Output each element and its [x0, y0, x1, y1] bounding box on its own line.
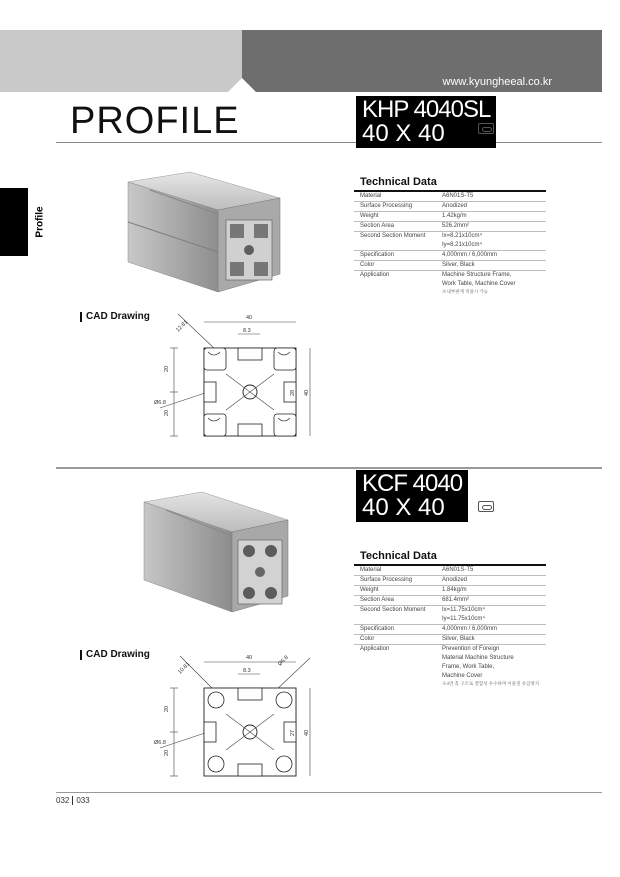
- tech-row: Iy=8.21x10cm⁴: [354, 241, 546, 251]
- product-1-dim-half-top: 20: [164, 365, 170, 372]
- tech-note-row: [354, 681, 546, 687]
- product-2-dim-corner-hole: Ø6.8: [277, 654, 290, 668]
- banner-left-panel: [0, 30, 242, 92]
- product-2-tech-table: [354, 564, 546, 687]
- tech-note-row: [354, 289, 546, 295]
- side-tab: [0, 188, 28, 256]
- product-2-cad-drawing: [150, 652, 320, 782]
- product-1-dim-half-bottom: 20: [164, 409, 170, 416]
- product-1-dim-width: 40: [246, 315, 253, 321]
- product-1-model-size: 40 X 40: [362, 120, 445, 147]
- tech-row: Weight 1.42kg/m: [354, 212, 546, 222]
- tech-row: Specification 4,000mm / 6,000mm: [354, 251, 546, 261]
- product-2-dim-slot: 8.3: [243, 668, 251, 674]
- tech-row: Work Table, Machine Cover: [442, 281, 516, 287]
- product-2-dim-diagonal: 10.81: [177, 661, 192, 676]
- tech-row: Iy=11.75x10cm⁴: [354, 615, 546, 625]
- product-2-anodize-icon: [478, 501, 494, 512]
- tech-row: Material A6N01S-T5: [354, 192, 546, 202]
- product-2-dim-inner-height: 27: [290, 729, 296, 736]
- tech-row: Material A6N01S-T5: [354, 566, 546, 576]
- side-tab-label: Profile: [34, 206, 46, 238]
- product-2-dim-half-top: 20: [164, 705, 170, 712]
- tech-row: Application Prevention of Foreign: [360, 646, 500, 652]
- page-number-left: 032: [56, 796, 70, 805]
- page-numbers: [56, 796, 90, 805]
- product-1-model-box: [356, 96, 496, 148]
- footer-divider: [56, 792, 602, 793]
- tech-row: Material Machine Structure: [442, 655, 514, 661]
- banner-notch: [228, 78, 256, 92]
- title-divider: [56, 142, 602, 143]
- tech-row: Second Section Moment Ix=11.75x10cm⁴: [360, 607, 485, 613]
- product-1-profile-render: [120, 170, 295, 295]
- website-url[interactable]: www.kyungheeal.co.kr: [442, 76, 552, 88]
- tech-row: Color Silver, Black: [354, 261, 546, 271]
- product-2-model-code: KCF 4040: [362, 470, 463, 497]
- product-1-dim-diagonal: 12.81: [175, 319, 190, 334]
- product-1-cad-drawing: [150, 312, 320, 442]
- tech-row: Frame, Work Table,: [442, 664, 495, 670]
- product-1-tech-note: ※내부판재 적용시 가능: [442, 289, 489, 294]
- tech-row: Machine Cover: [442, 673, 483, 679]
- product-2-dim-total-height: 40: [304, 729, 310, 736]
- product-2-model-box: [356, 470, 468, 522]
- product-1-dim-slot: 8.3: [243, 328, 251, 334]
- tech-row: Specification 4,000mm / 6,000mm: [354, 625, 546, 635]
- product-2-model-size: 40 X 40: [362, 494, 445, 521]
- product-1-tech-table: [354, 190, 546, 295]
- product-2-profile-render: [138, 490, 308, 615]
- product-1-anodize-icon: [478, 123, 494, 134]
- section-divider: [56, 467, 602, 469]
- product-2-dim-half-bottom: 20: [164, 749, 170, 756]
- product-2-tech-note: ※4면 홀 구조로 결합성 우수하며 이물질 유입방지: [442, 681, 540, 686]
- page-number-right: 033: [76, 796, 90, 805]
- product-1-tech-title: Technical Data: [360, 176, 437, 188]
- header-banner: [0, 30, 602, 92]
- product-2-cad-label: CAD Drawing: [80, 650, 150, 660]
- tech-row: Surface Processing Anodized: [354, 202, 546, 212]
- tech-row: Section Area 526.2mm²: [354, 222, 546, 232]
- tech-row: Second Section Moment Ix=8.21x10cm⁴: [360, 233, 483, 239]
- product-1-model-code: KHP 4040SL: [362, 96, 491, 123]
- tech-row: Application Machine Structure Frame,: [360, 272, 512, 278]
- product-2-dim-hole: Ø6.8: [154, 740, 166, 746]
- tech-row: Surface Processing Anodized: [354, 576, 546, 586]
- tech-row: Weight 1.84kg/m: [354, 586, 546, 596]
- product-1-cad-label: CAD Drawing: [80, 312, 150, 322]
- product-1-dim-inner-height: 28: [290, 389, 296, 396]
- product-1-dim-hole: Ø6.8: [154, 400, 166, 406]
- product-2-tech-title: Technical Data: [360, 550, 437, 562]
- product-2-dim-width: 40: [246, 655, 253, 661]
- tech-row: Section Area 681.4mm²: [354, 596, 546, 606]
- tech-row: Color Silver, Black: [354, 635, 546, 645]
- product-1-dim-total-height: 40: [304, 389, 310, 396]
- page-title: PROFILE: [70, 100, 240, 142]
